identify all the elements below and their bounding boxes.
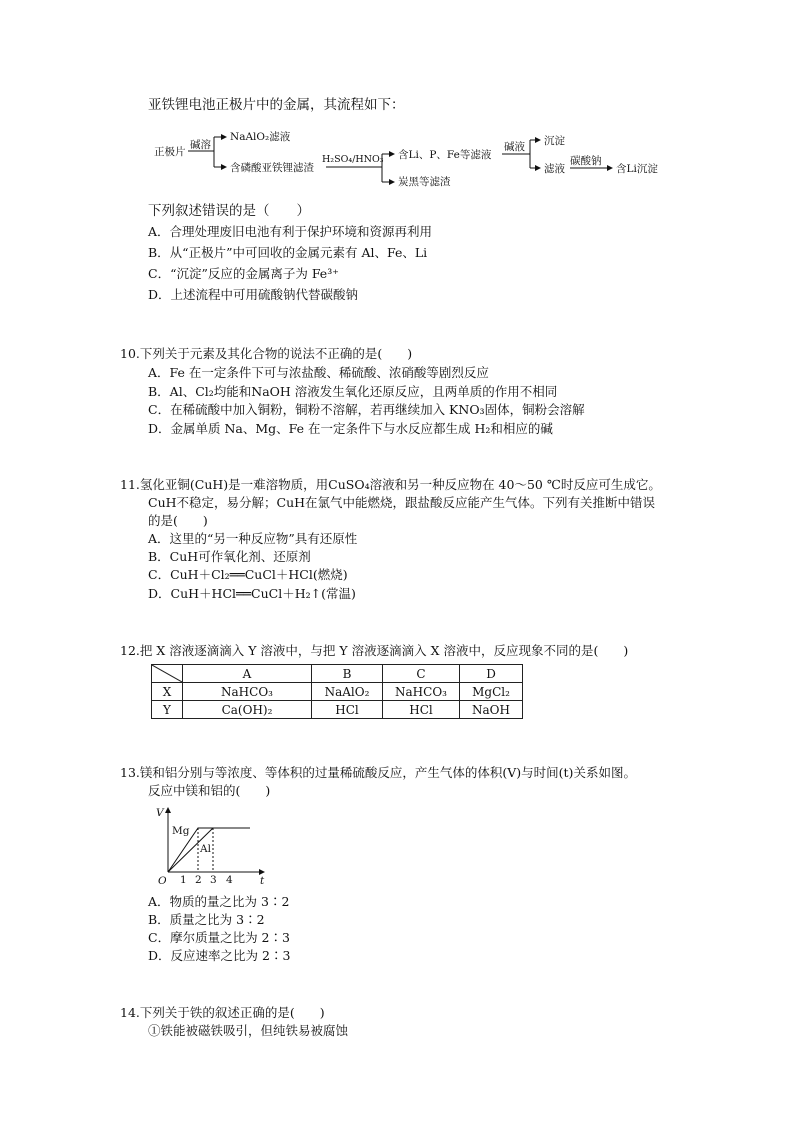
q11-option-a: A．这里的“另一种反应物”具有还原性: [148, 531, 358, 546]
table-header-d: D: [460, 665, 523, 683]
flow-branch2-bottom: 炭黑等滤渣: [398, 176, 451, 188]
q13-option-d: D．反应速率之比为 2∶3: [148, 948, 291, 963]
q10-option-b: B．Al、Cl₂均能和NaOH 溶液发生氧化还原反应，且两单质的作用不相同: [148, 384, 558, 399]
q11-option-c: C．CuH＋Cl₂══CuCl＋HCl(燃烧): [148, 567, 348, 582]
q10-option-c: C．在稀硫酸中加入铜粉，铜粉不溶解，若再继续加入 KNO₃固体，铜粉会溶解: [148, 402, 585, 417]
flow-final: 含Li沉淀: [616, 163, 658, 175]
table-cell: NaHCO₃: [183, 683, 312, 701]
flow-step3-reagent: 碱液: [504, 141, 525, 153]
flow-branch3-bottom: 滤液: [544, 163, 565, 175]
flow-branch-top: NaAlO₂滤液: [230, 131, 291, 143]
q12-stem: 12.把 X 溶液逐滴滴入 Y 溶液中，与把 Y 溶液逐滴滴入 X 溶液中，反应现象不同的是( ): [120, 643, 629, 658]
flow-step2-reagent: H₂SO₄/HNO₃: [322, 154, 384, 165]
y-axis-label: V: [156, 807, 164, 819]
table-cell: HCl: [383, 701, 460, 719]
q13-graph: [152, 804, 270, 886]
flow-step4-reagent: 碳酸钠: [570, 155, 602, 167]
table-corner-cell: [152, 665, 183, 683]
flow-branch3-top: 沉淀: [544, 135, 565, 147]
x-tick-3: 3: [210, 874, 217, 886]
table-cell: NaAlO₂: [312, 683, 383, 701]
q9-option-d: D．上述流程中可用硫酸钠代替碳酸钠: [148, 287, 359, 302]
q10-option-d: D．金属单质 Na、Mg、Fe 在一定条件下与水反应都生成 H₂和相应的碱: [148, 421, 553, 436]
series-label-mg: Mg: [172, 825, 190, 837]
q11-stem-line3: 的是( ): [148, 513, 208, 528]
q11-stem-line2: CuH不稳定，易分解；CuH在氯气中能燃烧，跟盐酸反应能产生气体。下列有关推断中错误: [148, 495, 656, 510]
q10-stem: 10.下列关于元素及其化合物的说法不正确的是( ): [120, 346, 413, 361]
q11-option-d: D．CuH＋HCl══CuCl＋H₂↑(常温): [148, 586, 356, 601]
q13-option-b: B．质量之比为 3∶2: [148, 912, 265, 927]
q14-item-1: ①铁能被磁铁吸引，但纯铁易被腐蚀: [148, 1023, 349, 1038]
table-cell: MgCl₂: [460, 683, 523, 701]
q9-option-c: C．“沉淀”反应的金属离子为 Fe³⁺: [148, 266, 339, 281]
q13-stem-line1: 13.镁和铝分别与等浓度、等体积的过量稀硫酸反应，产生气体的体积(V)与时间(t)关系如图。: [120, 765, 636, 780]
table-header-a: A: [183, 665, 312, 683]
q14-stem: 14.下列关于铁的叙述正确的是( ): [120, 1005, 325, 1020]
q9-stem: 下列叙述错误的是（ ）: [148, 203, 310, 219]
process-flowchart: [150, 124, 670, 192]
table-row: [152, 683, 523, 701]
table-cell: Ca(OH)₂: [183, 701, 312, 719]
flow-start: 正极片: [154, 146, 186, 158]
x-tick-2: 2: [195, 874, 202, 886]
table-cell: NaOH: [460, 701, 523, 719]
q11-stem-line1: 11.氢化亚铜(CuH)是一难溶物质，用CuSO₄溶液和另一种反应物在 40～50 ℃时反应可生成它。: [120, 477, 661, 492]
q11-option-b: B．CuH可作氧化剂、还原剂: [148, 549, 311, 564]
x-tick-1: 1: [180, 874, 187, 886]
intro-text: 亚铁锂电池正极片中的金属，其流程如下：: [148, 97, 405, 113]
series-label-al: Al: [200, 843, 211, 855]
table-row: [152, 701, 523, 719]
table-cell: NaHCO₃: [383, 683, 460, 701]
q13-option-a: A．物质的量之比为 3∶2: [148, 894, 290, 909]
table-header-b: B: [312, 665, 383, 683]
table-header-c: C: [383, 665, 460, 683]
flow-branch2-top: 含Li、P、Fe等滤液: [398, 149, 492, 161]
q9-option-b: B．从“正极片”中可回收的金属元素有 Al、Fe、Li: [148, 245, 428, 260]
table-cell: HCl: [312, 701, 383, 719]
table-row-label-y: Y: [152, 701, 183, 719]
flow-step1-reagent: 碱溶: [190, 139, 211, 151]
table-row-label-x: X: [152, 683, 183, 701]
x-tick-4: 4: [226, 874, 233, 886]
q12-table: [151, 664, 523, 719]
table-header-row: [152, 665, 523, 683]
q13-stem-line2: 反应中镁和铝的( ): [148, 783, 271, 798]
q10-option-a: A．Fe 在一定条件下可与浓盐酸、稀硫酸、浓硝酸等剧烈反应: [148, 365, 489, 380]
flow-branch-bottom: 含磷酸亚铁锂滤渣: [230, 162, 314, 174]
origin-label: O: [158, 875, 167, 886]
q9-option-a: A．合理处理废旧电池有利于保护环境和资源再利用: [148, 224, 433, 239]
q13-option-c: C．摩尔质量之比为 2∶3: [148, 930, 290, 945]
x-axis-label: t: [260, 875, 265, 886]
